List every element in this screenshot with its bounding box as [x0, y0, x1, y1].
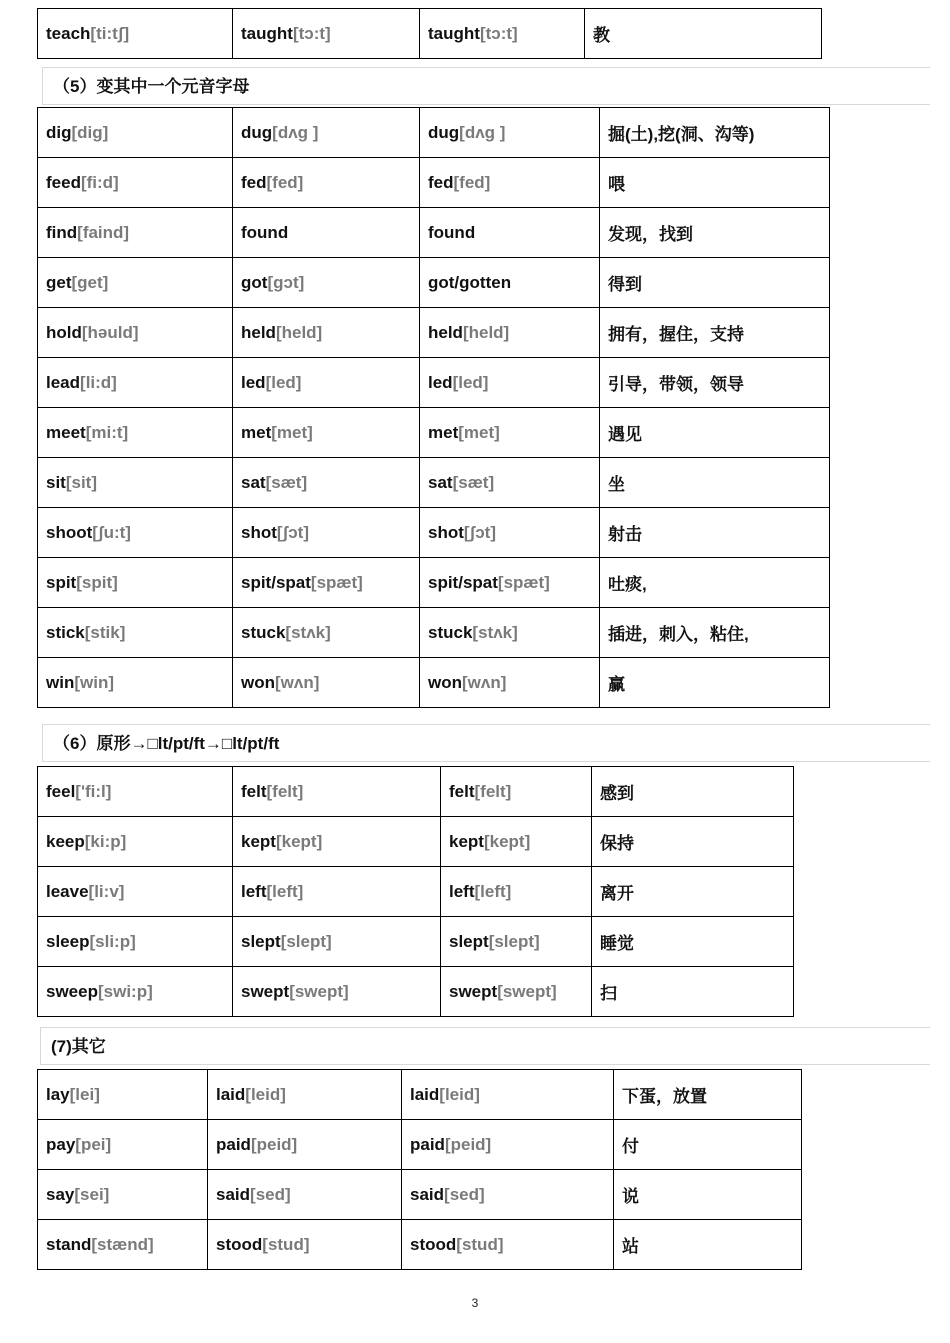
past-tense-cell	[233, 208, 420, 258]
word-text: 感到	[600, 784, 634, 803]
word-text: shot	[428, 522, 464, 542]
word-text: spit/spat	[428, 572, 498, 592]
word-text: 教	[593, 26, 610, 45]
word-text: led	[428, 372, 453, 392]
word-text: felt	[241, 781, 267, 801]
word-text: slept	[241, 931, 281, 951]
past-tense-cell	[233, 258, 420, 308]
table-row	[38, 308, 830, 358]
word-text: find	[46, 222, 78, 242]
past-participle-cell	[420, 358, 600, 408]
table-row	[38, 258, 830, 308]
word-text: kept	[449, 831, 484, 851]
phonetic-text: [held]	[275, 322, 323, 342]
word-text: dig	[46, 122, 72, 142]
phonetic-text: [ʃɔt]	[463, 522, 496, 542]
phonetic-text: [spit]	[76, 572, 118, 592]
word-text: sweep	[46, 981, 98, 1001]
past-tense-cell	[208, 1220, 402, 1270]
past-tense-cell	[233, 158, 420, 208]
word-text: felt	[449, 781, 475, 801]
past-participle-cell	[420, 258, 600, 308]
phonetic-text: [fed]	[453, 172, 491, 192]
phonetic-text: [kept]	[483, 831, 531, 851]
past-tense-cell	[233, 658, 420, 708]
phonetic-text: [leid]	[245, 1084, 286, 1104]
phonetic-text: [win]	[74, 672, 114, 692]
phonetic-text: [stʌk]	[285, 622, 331, 642]
word-text: met	[241, 422, 272, 442]
word-text: 扫	[600, 984, 617, 1003]
table-row	[38, 208, 830, 258]
phonetic-text: [wʌn]	[462, 672, 507, 692]
table-row	[38, 1220, 802, 1270]
top-verb-table	[37, 8, 822, 59]
phonetic-text: [stʌk]	[472, 622, 518, 642]
phonetic-text: [left]	[474, 881, 512, 901]
meaning-cell	[600, 358, 830, 408]
phonetic-text: [left]	[266, 881, 304, 901]
base-form-cell	[38, 608, 233, 658]
meaning-cell	[600, 458, 830, 508]
phonetic-text: [led]	[452, 372, 489, 392]
word-text: stood	[410, 1234, 457, 1254]
meaning-cell	[600, 158, 830, 208]
base-form-cell	[38, 408, 233, 458]
phonetic-text: [fed]	[266, 172, 304, 192]
word-text: 发现，找到	[608, 225, 693, 244]
table-row	[38, 767, 794, 817]
table-row	[38, 967, 794, 1017]
section5-verb-table	[37, 107, 830, 708]
past-participle-cell	[420, 9, 585, 59]
word-text: stand	[46, 1234, 92, 1254]
meaning-cell	[600, 608, 830, 658]
phonetic-text: [sed]	[250, 1184, 291, 1204]
word-text: left	[449, 881, 475, 901]
word-text: 引导，带领，领导	[608, 375, 744, 394]
base-form-cell	[38, 967, 233, 1017]
phonetic-text: [swept]	[289, 981, 349, 1001]
phonetic-text: [stud]	[262, 1234, 310, 1254]
meaning-cell	[600, 508, 830, 558]
word-text: swept	[241, 981, 290, 1001]
word-text: 吐痰,	[608, 575, 647, 594]
phonetic-text: [pei]	[75, 1134, 112, 1154]
word-text: 说	[622, 1187, 639, 1206]
word-text: say	[46, 1184, 75, 1204]
past-participle-cell	[402, 1070, 614, 1120]
word-text: lay	[46, 1084, 70, 1104]
base-form-cell	[38, 1120, 208, 1170]
phonetic-text: [held]	[462, 322, 510, 342]
word-text: stuck	[428, 622, 473, 642]
word-text: paid	[410, 1134, 445, 1154]
section7-verb-table-body	[38, 1070, 802, 1270]
phonetic-text: [tɔ:t]	[292, 23, 331, 43]
word-text: dug	[428, 122, 460, 142]
table-row	[38, 9, 822, 59]
meaning-cell	[600, 108, 830, 158]
phonetic-text: [həuld]	[81, 322, 139, 342]
base-form-cell	[38, 258, 233, 308]
table-row	[38, 917, 794, 967]
past-participle-cell	[402, 1120, 614, 1170]
word-text: 喂	[608, 175, 625, 194]
word-text: found	[428, 222, 476, 242]
base-form-cell	[38, 817, 233, 867]
word-text: kept	[241, 831, 276, 851]
past-tense-cell	[233, 917, 441, 967]
past-participle-cell	[420, 458, 600, 508]
past-participle-cell	[441, 867, 592, 917]
table-row	[38, 817, 794, 867]
phonetic-text: [peid]	[250, 1134, 298, 1154]
phonetic-text: [swi:p]	[97, 981, 153, 1001]
past-tense-cell	[233, 608, 420, 658]
word-text: 得到	[608, 275, 642, 294]
word-text: teach	[46, 23, 91, 43]
word-text: feel	[46, 781, 76, 801]
past-tense-cell	[233, 817, 441, 867]
section5-verb-table-body	[38, 108, 830, 708]
word-text: paid	[216, 1134, 251, 1154]
word-text: shoot	[46, 522, 93, 542]
meaning-cell	[585, 9, 822, 59]
word-text: 付	[622, 1137, 639, 1156]
word-text: got	[241, 272, 268, 292]
phonetic-text: [sed]	[444, 1184, 485, 1204]
base-form-cell	[38, 917, 233, 967]
section6-heading: （6）原形→□lt/pt/ft→□lt/pt/ft	[42, 724, 930, 762]
table-row	[38, 608, 830, 658]
base-form-cell	[38, 1070, 208, 1120]
past-participle-cell	[420, 408, 600, 458]
table-row	[38, 558, 830, 608]
phonetic-text: [gɔt]	[267, 272, 305, 292]
phonetic-text: [stænd]	[91, 1234, 154, 1254]
meaning-cell	[600, 658, 830, 708]
word-text: fed	[428, 172, 454, 192]
meaning-cell	[600, 308, 830, 358]
past-participle-cell	[402, 1220, 614, 1270]
table-row	[38, 867, 794, 917]
base-form-cell	[38, 158, 233, 208]
phonetic-text: [sæt]	[265, 472, 308, 492]
phonetic-text: [lei]	[69, 1084, 100, 1104]
phonetic-text: [dʌg ]	[459, 122, 506, 142]
phonetic-text: [ʃu:t]	[92, 522, 131, 542]
meaning-cell	[592, 817, 794, 867]
phonetic-text: [felt]	[474, 781, 512, 801]
word-text: 遇见	[608, 425, 642, 444]
table-row	[38, 1170, 802, 1220]
past-participle-cell	[420, 508, 600, 558]
word-text: held	[241, 322, 276, 342]
word-text: meet	[46, 422, 86, 442]
base-form-cell	[38, 1170, 208, 1220]
word-text: sit	[46, 472, 66, 492]
past-tense-cell	[208, 1070, 402, 1120]
base-form-cell	[38, 9, 233, 59]
past-participle-cell	[420, 208, 600, 258]
word-text: left	[241, 881, 267, 901]
word-text: held	[428, 322, 463, 342]
word-text: won	[241, 672, 275, 692]
word-text: sleep	[46, 931, 90, 951]
word-text: 站	[622, 1237, 639, 1256]
word-text: 拥有，握住，支持	[608, 325, 744, 344]
word-text: 插进，刺入，粘住,	[608, 625, 749, 644]
past-tense-cell	[208, 1170, 402, 1220]
base-form-cell	[38, 458, 233, 508]
word-text: spit/spat	[241, 572, 311, 592]
phonetic-text: [led]	[265, 372, 302, 392]
page-number: 3	[471, 1296, 479, 1310]
phonetic-text: [wʌn]	[275, 672, 320, 692]
word-text: get	[46, 272, 72, 292]
table-row	[38, 458, 830, 508]
word-text: swept	[449, 981, 498, 1001]
word-text: pay	[46, 1134, 76, 1154]
meaning-cell	[614, 1220, 802, 1270]
word-text: sat	[241, 472, 266, 492]
past-tense-cell	[233, 867, 441, 917]
phonetic-text: [met]	[271, 422, 313, 442]
phonetic-text: [spæt]	[310, 572, 363, 592]
word-text: feed	[46, 172, 81, 192]
past-participle-cell	[441, 767, 592, 817]
base-form-cell	[38, 358, 233, 408]
past-tense-cell	[233, 458, 420, 508]
past-participle-cell	[420, 608, 600, 658]
word-text: 离开	[600, 884, 634, 903]
word-text: said	[216, 1184, 251, 1204]
word-text: keep	[46, 831, 85, 851]
phonetic-text: [spæt]	[497, 572, 550, 592]
meaning-cell	[614, 1120, 802, 1170]
phonetic-text: [kept]	[275, 831, 323, 851]
section7-heading: (7)其它	[40, 1027, 930, 1065]
word-text: spit	[46, 572, 77, 592]
past-tense-cell	[233, 108, 420, 158]
word-text: dug	[241, 122, 273, 142]
base-form-cell	[38, 208, 233, 258]
past-tense-cell	[233, 358, 420, 408]
base-form-cell	[38, 867, 233, 917]
meaning-cell	[592, 767, 794, 817]
table-row	[38, 358, 830, 408]
past-participle-cell	[420, 308, 600, 358]
word-text: met	[428, 422, 459, 442]
past-tense-cell	[233, 967, 441, 1017]
word-text: laid	[216, 1084, 246, 1104]
phonetic-text: ['fi:l]	[75, 781, 112, 801]
word-text: led	[241, 372, 266, 392]
past-tense-cell	[233, 308, 420, 358]
meaning-cell	[600, 558, 830, 608]
past-participle-cell	[441, 917, 592, 967]
past-participle-cell	[420, 108, 600, 158]
table-row	[38, 158, 830, 208]
phonetic-text: [fi:d]	[80, 172, 119, 192]
meaning-cell	[592, 867, 794, 917]
meaning-cell	[614, 1070, 802, 1120]
past-participle-cell	[420, 158, 600, 208]
phonetic-text: [swept]	[497, 981, 557, 1001]
phonetic-text: [li:d]	[80, 372, 117, 392]
top-verb-table-body	[38, 9, 822, 59]
phonetic-text: [slept]	[280, 931, 332, 951]
word-text: stuck	[241, 622, 286, 642]
word-text: got/gotten	[428, 272, 512, 292]
table-row	[38, 108, 830, 158]
word-text: slept	[449, 931, 489, 951]
base-form-cell	[38, 108, 233, 158]
phonetic-text: [dʌg ]	[272, 122, 319, 142]
table-row	[38, 408, 830, 458]
table-row	[38, 508, 830, 558]
past-tense-cell	[233, 508, 420, 558]
word-text: 坐	[608, 475, 625, 494]
word-text: found	[241, 222, 289, 242]
phonetic-text: [tɔ:t]	[479, 23, 518, 43]
past-tense-cell	[233, 767, 441, 817]
word-text: shot	[241, 522, 277, 542]
base-form-cell	[38, 767, 233, 817]
word-text: taught	[428, 23, 480, 43]
table-row	[38, 1120, 802, 1170]
phonetic-text: [met]	[458, 422, 500, 442]
word-text: stood	[216, 1234, 263, 1254]
word-text: sat	[428, 472, 453, 492]
word-text: 睡觉	[600, 934, 634, 953]
word-text: won	[428, 672, 462, 692]
section6-verb-table-body	[38, 767, 794, 1017]
word-text: said	[410, 1184, 445, 1204]
section6-verb-table	[37, 766, 794, 1017]
past-participle-cell	[420, 658, 600, 708]
phonetic-text: [li:v]	[88, 881, 125, 901]
phonetic-text: [mi:t]	[85, 422, 129, 442]
word-text: 射击	[608, 525, 642, 544]
word-text: lead	[46, 372, 81, 392]
base-form-cell	[38, 558, 233, 608]
past-tense-cell	[233, 558, 420, 608]
meaning-cell	[592, 917, 794, 967]
phonetic-text: [peid]	[444, 1134, 492, 1154]
phonetic-text: [stud]	[456, 1234, 504, 1254]
phonetic-text: [leid]	[439, 1084, 480, 1104]
past-participle-cell	[402, 1170, 614, 1220]
table-row	[38, 1070, 802, 1120]
past-tense-cell	[233, 9, 420, 59]
past-participle-cell	[420, 558, 600, 608]
phonetic-text: [felt]	[266, 781, 304, 801]
phonetic-text: [sli:p]	[89, 931, 136, 951]
meaning-cell	[600, 208, 830, 258]
past-participle-cell	[441, 817, 592, 867]
word-text: laid	[410, 1084, 440, 1104]
past-participle-cell	[441, 967, 592, 1017]
word-text: 保持	[600, 834, 634, 853]
word-text: 掘(土),挖(洞、沟等)	[608, 125, 755, 144]
meaning-cell	[614, 1170, 802, 1220]
phonetic-text: [sei]	[74, 1184, 110, 1204]
phonetic-text: [ti:tʃ]	[90, 23, 130, 43]
past-tense-cell	[208, 1120, 402, 1170]
phonetic-text: [get]	[71, 272, 109, 292]
base-form-cell	[38, 1220, 208, 1270]
word-text: hold	[46, 322, 82, 342]
base-form-cell	[38, 508, 233, 558]
phonetic-text: [stik]	[84, 622, 126, 642]
phonetic-text: [slept]	[488, 931, 540, 951]
meaning-cell	[600, 408, 830, 458]
phonetic-text: [ʃɔt]	[276, 522, 309, 542]
meaning-cell	[592, 967, 794, 1017]
word-text: win	[46, 672, 75, 692]
word-text: 赢	[608, 675, 625, 694]
phonetic-text: [dig]	[71, 122, 109, 142]
base-form-cell	[38, 308, 233, 358]
word-text: taught	[241, 23, 293, 43]
phonetic-text: [sæt]	[452, 472, 495, 492]
meaning-cell	[600, 258, 830, 308]
word-text: leave	[46, 881, 89, 901]
word-text: fed	[241, 172, 267, 192]
section7-verb-table	[37, 1069, 802, 1270]
table-row	[38, 658, 830, 708]
base-form-cell	[38, 658, 233, 708]
word-text: 下蛋，放置	[622, 1087, 707, 1106]
past-tense-cell	[233, 408, 420, 458]
phonetic-text: [ki:p]	[84, 831, 127, 851]
word-text: stick	[46, 622, 85, 642]
section5-heading: （5）变其中一个元音字母	[42, 67, 930, 105]
phonetic-text: [faind]	[77, 222, 130, 242]
phonetic-text: [sit]	[65, 472, 98, 492]
